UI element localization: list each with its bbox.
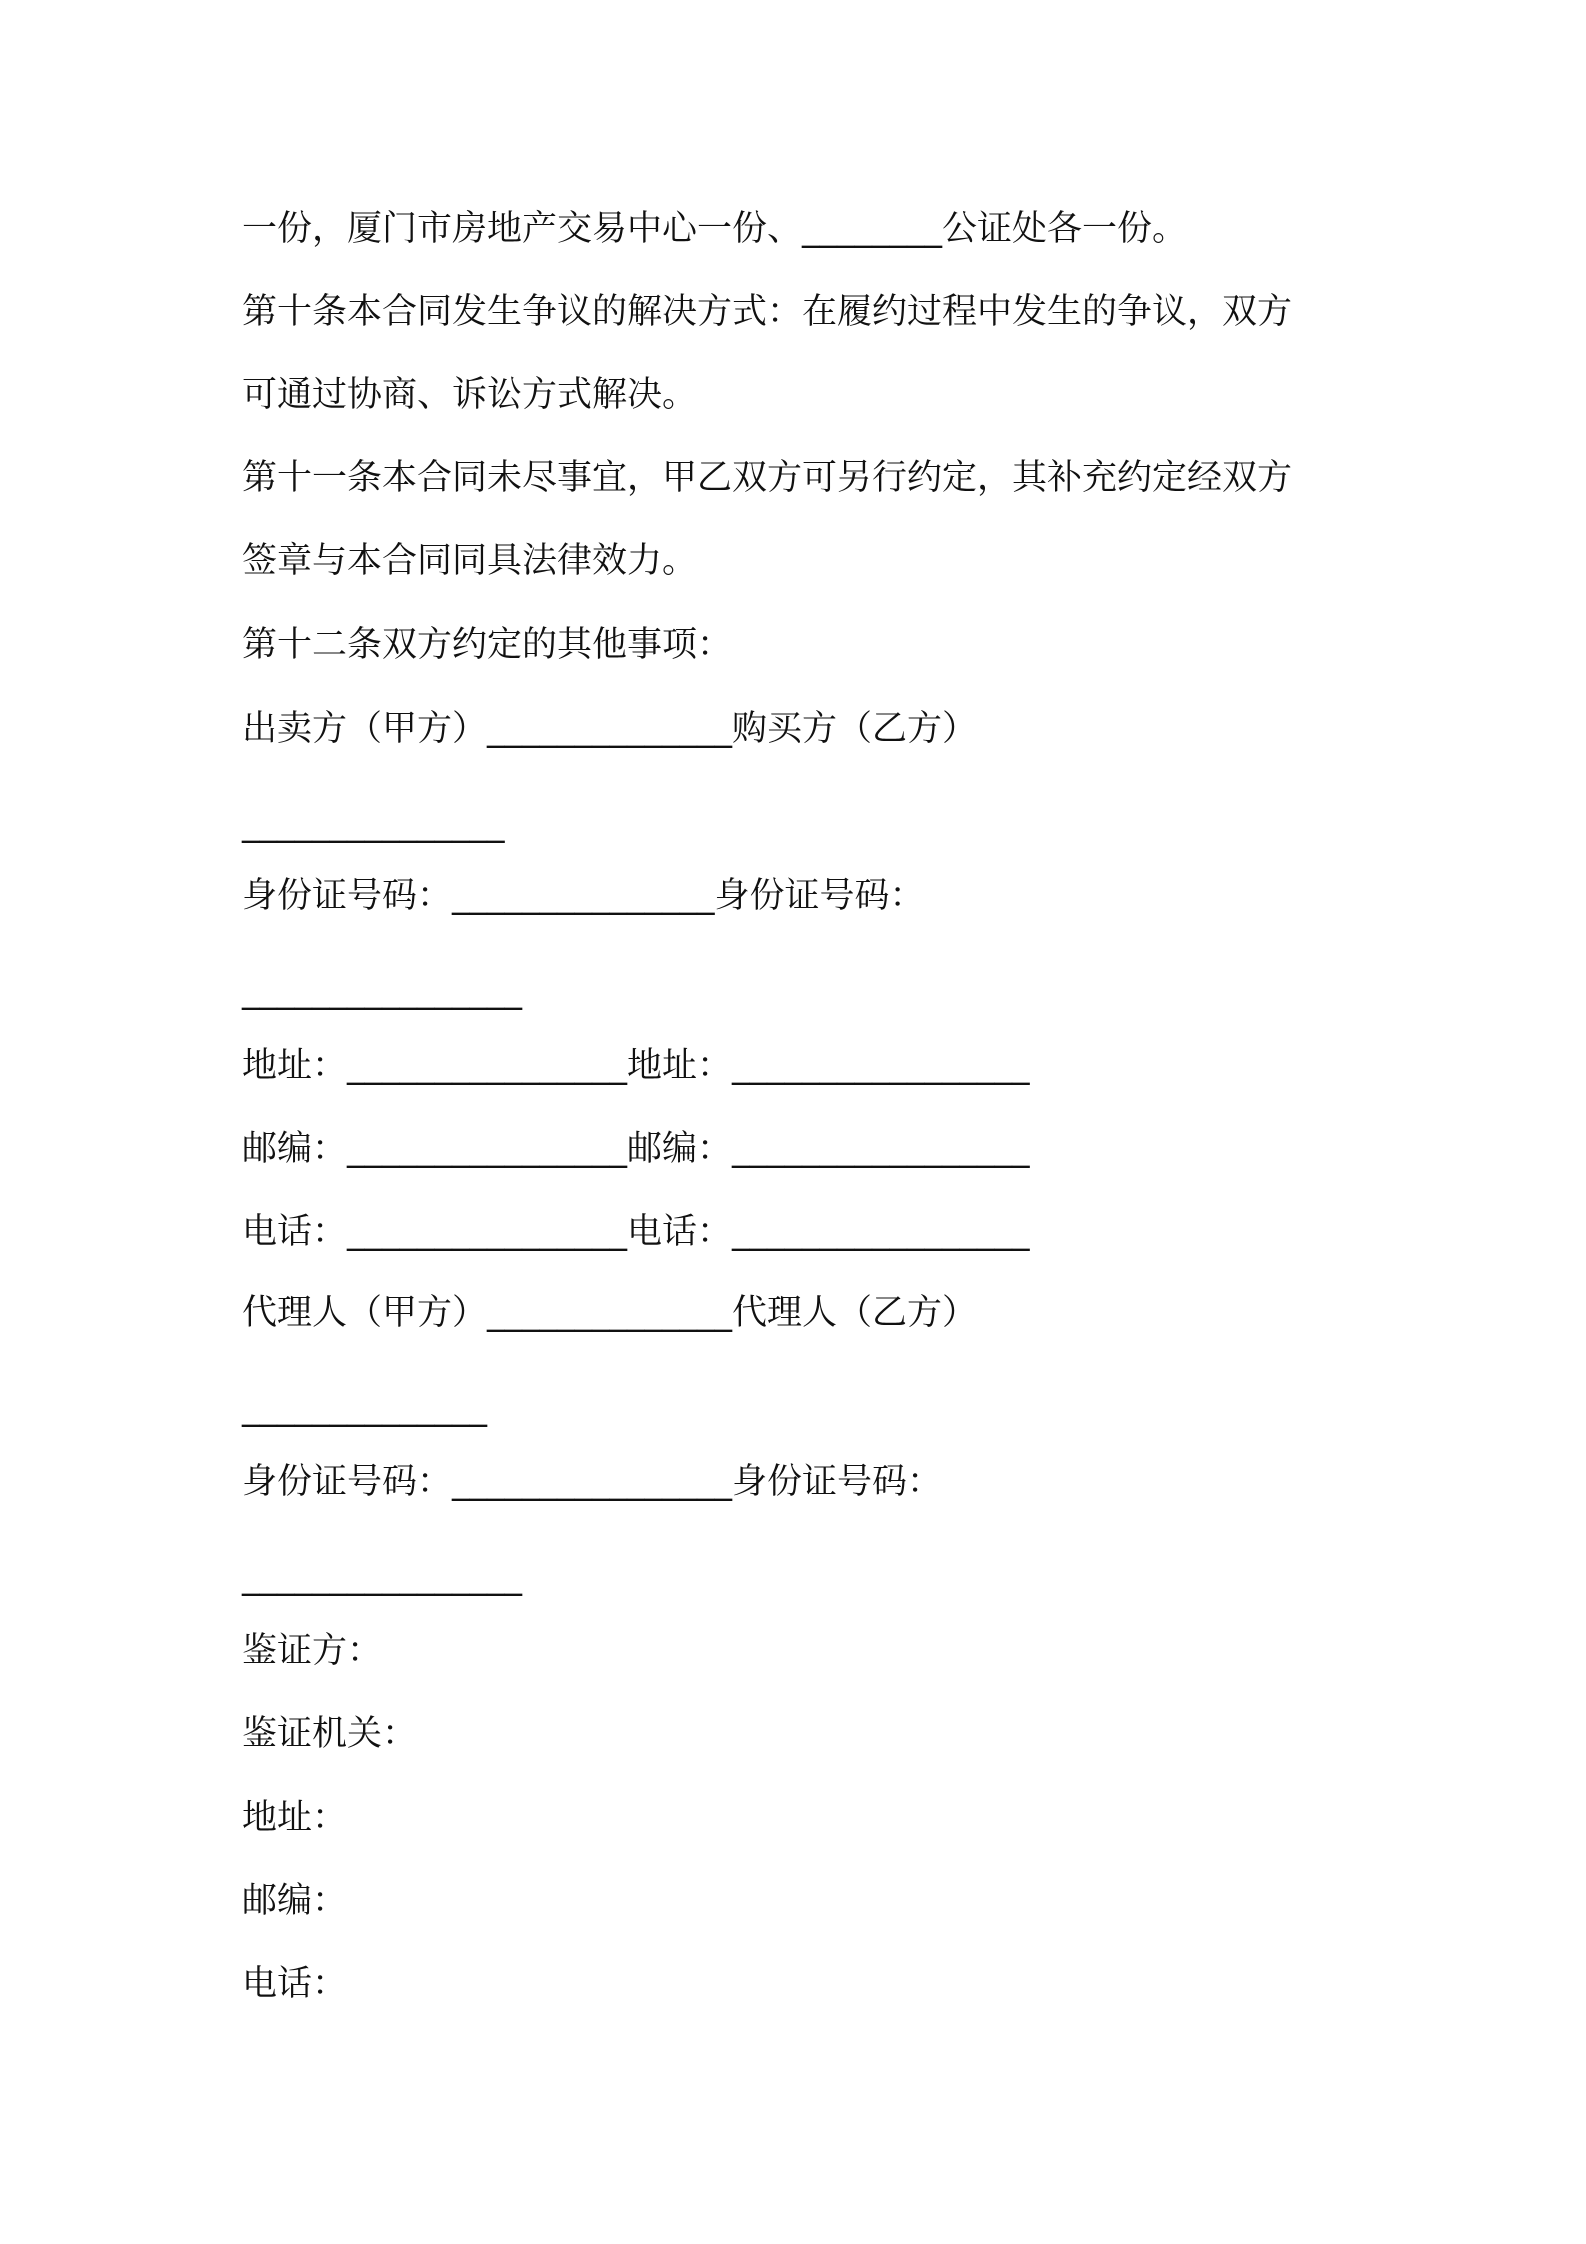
id-number-blank-1: ________________ xyxy=(242,971,522,1011)
certifier-label: 鉴证方： xyxy=(242,1631,383,1671)
id-number-line-1: 身份证号码：_______________身份证号码： xyxy=(242,876,925,916)
agent-blank-line: ______________ xyxy=(242,1388,487,1428)
certifier-postcode-label: 邮编： xyxy=(242,1881,348,1921)
id-number-blank-2: ________________ xyxy=(242,1557,522,1597)
agent-line: 代理人（甲方）______________代理人（乙方） xyxy=(242,1293,978,1333)
id-number-line-2: 身份证号码：________________身份证号码： xyxy=(242,1462,943,1502)
postcode-line: 邮编：________________邮编：_________________ xyxy=(242,1129,1030,1169)
article-11-line-2: 签章与本合同同具法律效力。 xyxy=(242,541,698,581)
certifier-phone-label: 电话： xyxy=(242,1964,348,2004)
certifying-authority-label: 鉴证机关： xyxy=(242,1714,418,1754)
address-line: 地址：________________地址：_________________ xyxy=(242,1046,1030,1086)
article-11-line-1: 第十一条本合同未尽事宜，甲乙双方可另行约定，其补充约定经双方 xyxy=(242,458,1293,498)
seller-buyer-line: 出卖方（甲方）______________购买方（乙方） xyxy=(242,709,978,749)
article-10-line-2: 可通过协商、诉讼方式解决。 xyxy=(242,375,698,415)
certifier-address-label: 地址： xyxy=(242,1798,348,1838)
buyer-blank-line: _______________ xyxy=(242,804,505,844)
copies-distribution-line: 一份，厦门市房地产交易中心一份、________公证处各一份。 xyxy=(242,209,1188,249)
article-10-line-1: 第十条本合同发生争议的解决方式：在履约过程中发生的争议，双方 xyxy=(242,292,1293,332)
phone-line: 电话：________________电话：_________________ xyxy=(242,1212,1030,1252)
article-12-heading: 第十二条双方约定的其他事项： xyxy=(242,625,733,665)
